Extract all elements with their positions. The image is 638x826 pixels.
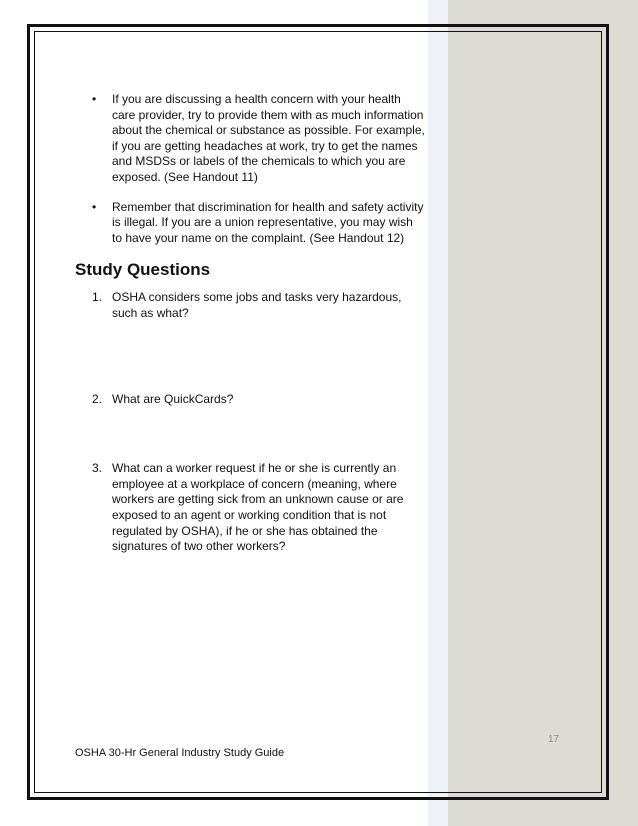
bullet-text: If you are discussing a health concern with your health care provider, try to provide them with as much information about the chemical or substance as possible. For example, if you are getting headaches at work, try to get the names and MSDSs or labels of the chemicals to which you are exposed. (See Handout 11) [112, 92, 425, 184]
study-question [75, 461, 425, 555]
footer-text: OSHA 30-Hr General Industry Study Guide [75, 747, 285, 759]
section-title: Study Questions [75, 260, 211, 280]
question-text: What can a worker request if he or she is currently an employee at a workplace of concern (meaning, where workers are getting sick from an unknown cause or are exposed to an agent or working condition that is not regulated by OSHA), if he or she has obtained the signatures of two other workers? [112, 461, 404, 554]
question-text: What are QuickCards? [112, 391, 234, 406]
bullet-text: Remember that discrimination for health and safety activity is illegal. If you are a union representative, you may wish to have your name on the complaint. (See Handout 12) [112, 199, 424, 245]
bullet-item [75, 92, 425, 186]
question-text: OSHA considers some jobs and tasks very hazardous, such as what? [112, 290, 402, 320]
study-question [75, 290, 425, 321]
question-number: 1. [92, 290, 103, 305]
question-number: 3. [92, 461, 103, 476]
page-number: 17 [548, 734, 560, 745]
question-number: 2. [92, 391, 103, 406]
bullet-item [75, 200, 425, 247]
study-question [75, 392, 425, 408]
bullet-icon: • [92, 92, 97, 106]
page-content [75, 92, 425, 555]
bullet-icon: • [92, 199, 97, 214]
